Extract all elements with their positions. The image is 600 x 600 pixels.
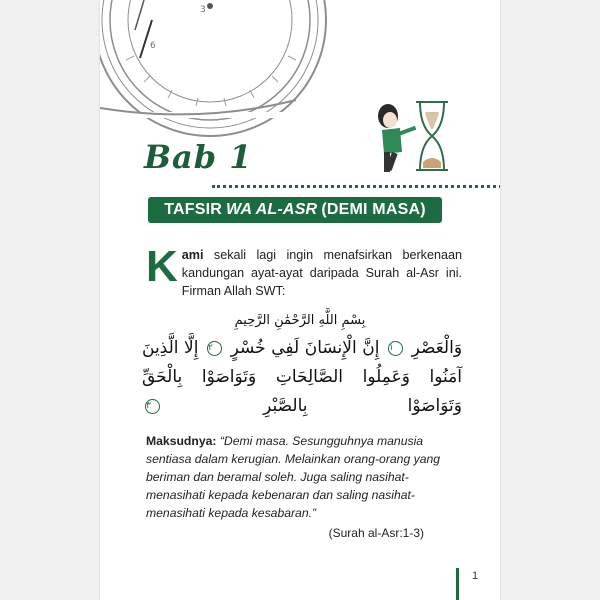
intro-paragraph — [146, 242, 462, 300]
chapter-label: Bab 1 — [144, 138, 253, 176]
ayah-2: إِنَّ الْإِنسَانَ لَفِي خُسْرٍ — [230, 338, 380, 358]
svg-text:3: 3 — [200, 5, 206, 15]
title-part-1: TAFSIR — [164, 201, 223, 218]
title-part-3: (DEMI MASA) — [321, 201, 426, 218]
ayah-marker-1: ١ — [388, 341, 403, 356]
page-number-bar — [456, 568, 459, 600]
page-number: 1 — [472, 570, 479, 582]
chapter-title-bar — [148, 197, 442, 223]
drop-cap: K — [146, 242, 178, 291]
book-page — [100, 0, 500, 600]
arabic-verses — [142, 334, 462, 421]
basmala: بِسْمِ اللَّهِ الرَّحْمَٰنِ الرَّحِيمِ — [234, 313, 366, 328]
translation-paragraph — [146, 432, 466, 522]
surah-reference: (Surah al-Asr:1-3) — [328, 526, 424, 540]
title-part-2: WA AL-ASR — [226, 201, 318, 218]
intro-text: sekali lagi ingin menafsirkan berkenaan kandungan ayat-ayat daripada Surah al-Asr ini. Firman Allah SWT: — [181, 248, 462, 298]
svg-text:6: 6 — [150, 41, 156, 51]
ayah-marker-3: ٣ — [145, 399, 160, 414]
dotted-divider — [212, 185, 500, 188]
translation-text: “Demi masa. Sesungguhnya manusia sentiasa dalam kerugian. Melainkan orang-orang yang beriman dan beramal soleh. Juga saling nasihat-menasihati kepada kebenaran dan saling nasihat-menasihati kepada kesabaran.” — [146, 434, 441, 520]
intro-bold-word: ami — [181, 248, 204, 262]
ayah-1: وَالْعَصْرِ — [411, 338, 463, 358]
person-with-hourglass-illustration — [370, 96, 460, 176]
ayah-marker-2: ٢ — [207, 341, 222, 356]
translation-label: Maksudnya: — [146, 434, 217, 448]
ayah-3: إِلَّا الَّذِينَ آمَنُوا وَعَمِلُوا الصَّالِحَاتِ وَتَوَاصَوْا بِالْحَقِّ وَتَوَاصَوْا بِالصَّبْرِ — [142, 338, 463, 416]
